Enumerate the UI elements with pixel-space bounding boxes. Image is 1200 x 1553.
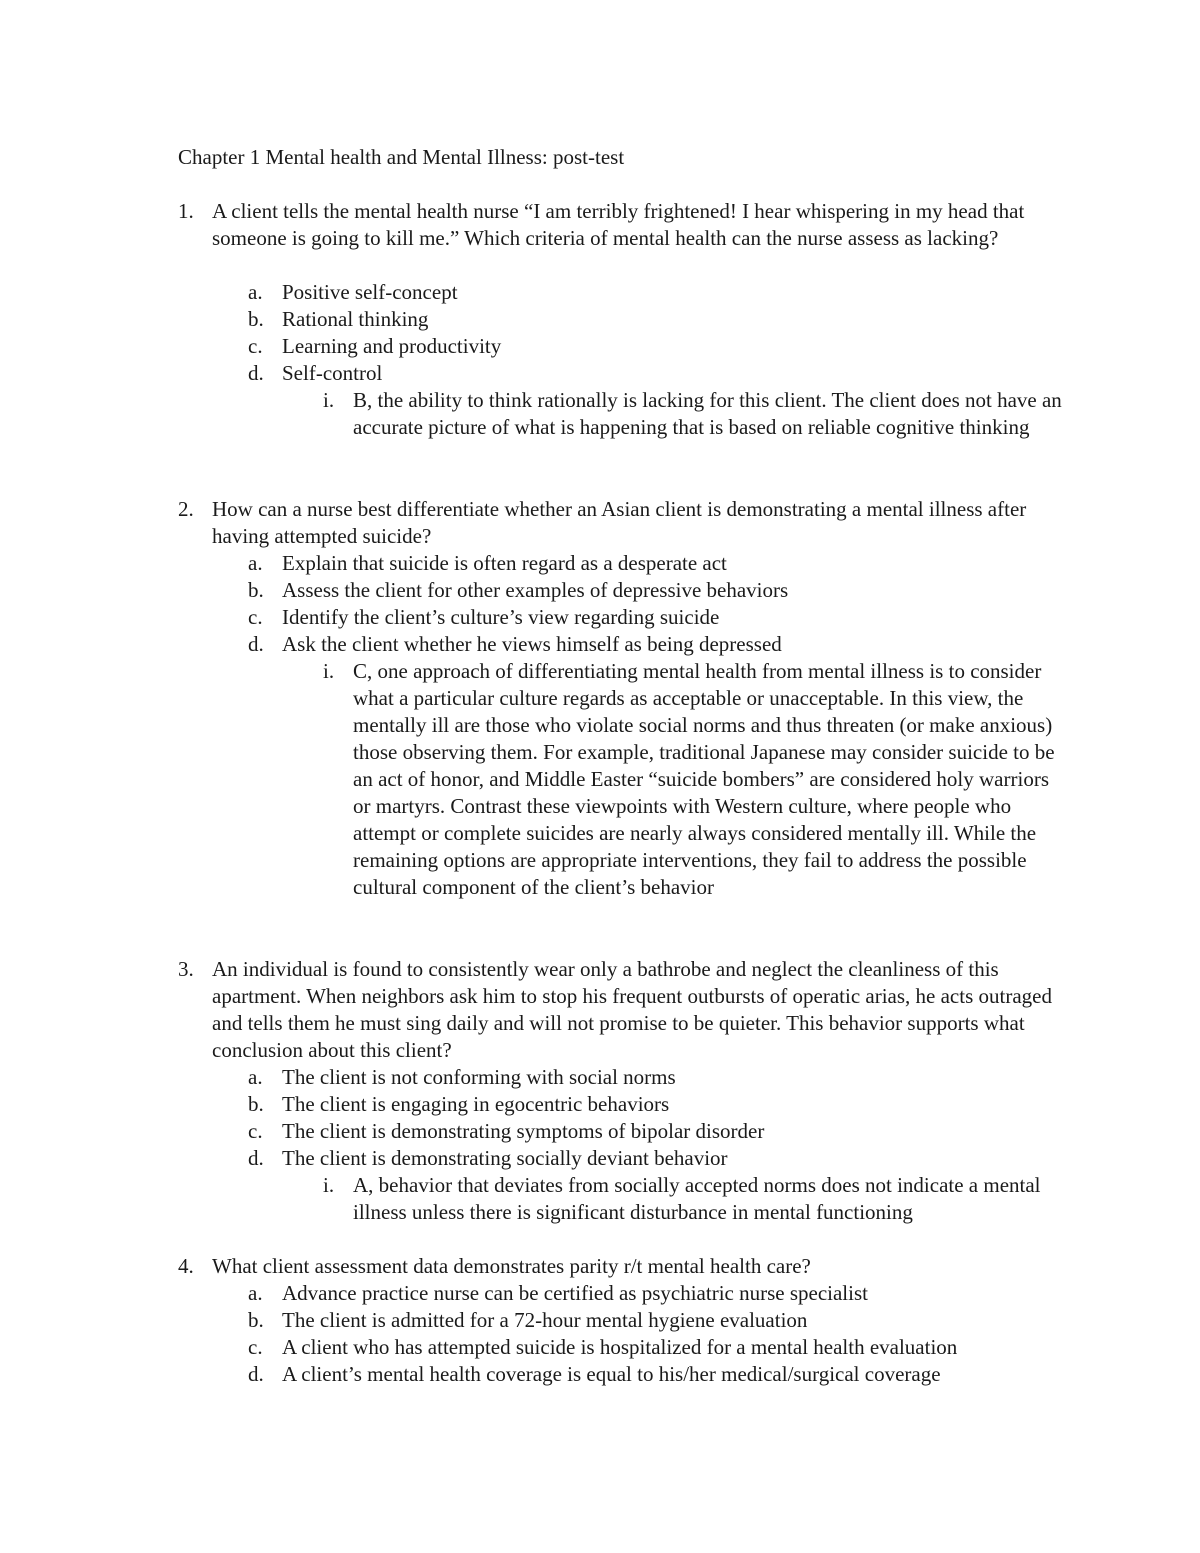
option-text: Assess the client for other examples of depressive behaviors bbox=[282, 578, 789, 602]
option-text: Self-control bbox=[282, 361, 383, 385]
question-number: 1. bbox=[178, 199, 194, 223]
option-d bbox=[0, 631, 1200, 658]
option-text: Learning and productivity bbox=[282, 334, 502, 358]
option-text: Explain that suicide is often regard as a desperate act bbox=[282, 551, 727, 575]
option-letter: d. bbox=[248, 632, 264, 656]
option-text: A client’s mental health coverage is equal to his/her medical/surgical coverage bbox=[282, 1362, 941, 1386]
option-letter: d. bbox=[248, 1146, 264, 1170]
answer-number: i. bbox=[323, 659, 335, 683]
option-text: The client is demonstrating socially deviant behavior bbox=[282, 1146, 728, 1170]
option-text: The client is not conforming with social norms bbox=[282, 1065, 676, 1089]
question-text: A client tells the mental health nurse “I am terribly frightened! I hear whispering in my head that someone is going to kill me.” Which criteria of mental health can the nurse assess as lacking? bbox=[212, 199, 1025, 250]
question-number: 3. bbox=[178, 957, 194, 981]
answer-number: i. bbox=[323, 388, 335, 412]
option-letter: c. bbox=[248, 334, 263, 358]
option-letter: c. bbox=[248, 1335, 263, 1359]
option-letter: d. bbox=[248, 1362, 264, 1386]
option-text: Positive self-concept bbox=[282, 280, 458, 304]
answer-explanation bbox=[0, 658, 1200, 899]
option-text: Identify the client’s culture’s view regarding suicide bbox=[282, 605, 720, 629]
answer-explanation bbox=[0, 387, 1200, 439]
option-a bbox=[0, 1280, 1200, 1307]
option-letter: a. bbox=[248, 280, 263, 304]
option-letter: c. bbox=[248, 605, 263, 629]
option-c bbox=[0, 604, 1200, 631]
option-letter: b. bbox=[248, 578, 264, 602]
answer-explanation bbox=[0, 1172, 1200, 1224]
option-b bbox=[0, 306, 1200, 333]
option-text: Rational thinking bbox=[282, 307, 429, 331]
question-text: What client assessment data demonstrates parity r/t mental health care? bbox=[212, 1254, 811, 1278]
question-text: How can a nurse best differentiate whether an Asian client is demonstrating a mental illness after having attempted suicide? bbox=[212, 497, 1027, 548]
option-c bbox=[0, 1334, 1200, 1361]
answer-text: A, behavior that deviates from socially accepted norms does not indicate a mental illness unless there is significant disturbance in mental functioning bbox=[353, 1173, 1041, 1224]
option-letter: a. bbox=[248, 1281, 263, 1305]
option-a bbox=[0, 279, 1200, 306]
question-number: 2. bbox=[178, 497, 194, 521]
option-c bbox=[0, 1118, 1200, 1145]
option-b bbox=[0, 1091, 1200, 1118]
option-text: The client is demonstrating symptoms of bipolar disorder bbox=[282, 1119, 765, 1143]
option-letter: c. bbox=[248, 1119, 263, 1143]
answer-number: i. bbox=[323, 1173, 335, 1197]
document-title: Chapter 1 Mental health and Mental Illness: post-test bbox=[178, 145, 625, 169]
option-d bbox=[0, 1361, 1200, 1388]
question-number: 4. bbox=[178, 1254, 194, 1278]
question-text: An individual is found to consistently wear only a bathrobe and neglect the cleanliness of this apartment. When neighbors ask him to stop his frequent outbursts of operatic arias, he acts outraged and tells them he must sing daily and will not promise to be quieter. This behavior supports what conclusion about this client? bbox=[212, 957, 1052, 1062]
option-d bbox=[0, 360, 1200, 387]
option-c bbox=[0, 333, 1200, 360]
option-letter: a. bbox=[248, 551, 263, 575]
option-text: The client is admitted for a 72-hour mental hygiene evaluation bbox=[282, 1308, 808, 1332]
option-text: Advance practice nurse can be certified as psychiatric nurse specialist bbox=[282, 1281, 868, 1305]
option-text: The client is engaging in egocentric behaviors bbox=[282, 1092, 670, 1116]
answer-text: B, the ability to think rationally is lacking for this client. The client does not have an accurate picture of what is happening that is based on reliable cognitive thinking bbox=[353, 388, 1062, 439]
option-letter: b. bbox=[248, 1308, 264, 1332]
option-d bbox=[0, 1145, 1200, 1172]
option-text: A client who has attempted suicide is hospitalized for a mental health evaluation bbox=[282, 1335, 958, 1359]
answer-text: C, one approach of differentiating mental health from mental illness is to consider what a particular culture regards as acceptable or unacceptable. In this view, the mentally ill are those who violate social norms and thus threaten (or make anxious) those observing them. For example, traditional Japanese may consider suicide to be an act of honor, and Middle Easter “suicide bombers” are considered holy warriors or martyrs. Contrast these viewpoints with Western culture, where people who attempt or complete suicides are nearly always considered mentally ill. While the remaining options are appropriate interventions, they fail to address the possible cultural component of the client’s behavior bbox=[353, 659, 1055, 899]
option-a bbox=[0, 1064, 1200, 1091]
option-letter: b. bbox=[248, 307, 264, 331]
option-b bbox=[0, 577, 1200, 604]
option-letter: b. bbox=[248, 1092, 264, 1116]
option-a bbox=[0, 550, 1200, 577]
option-text: Ask the client whether he views himself as being depressed bbox=[282, 632, 782, 656]
option-letter: d. bbox=[248, 361, 264, 385]
option-letter: a. bbox=[248, 1065, 263, 1089]
option-b bbox=[0, 1307, 1200, 1334]
